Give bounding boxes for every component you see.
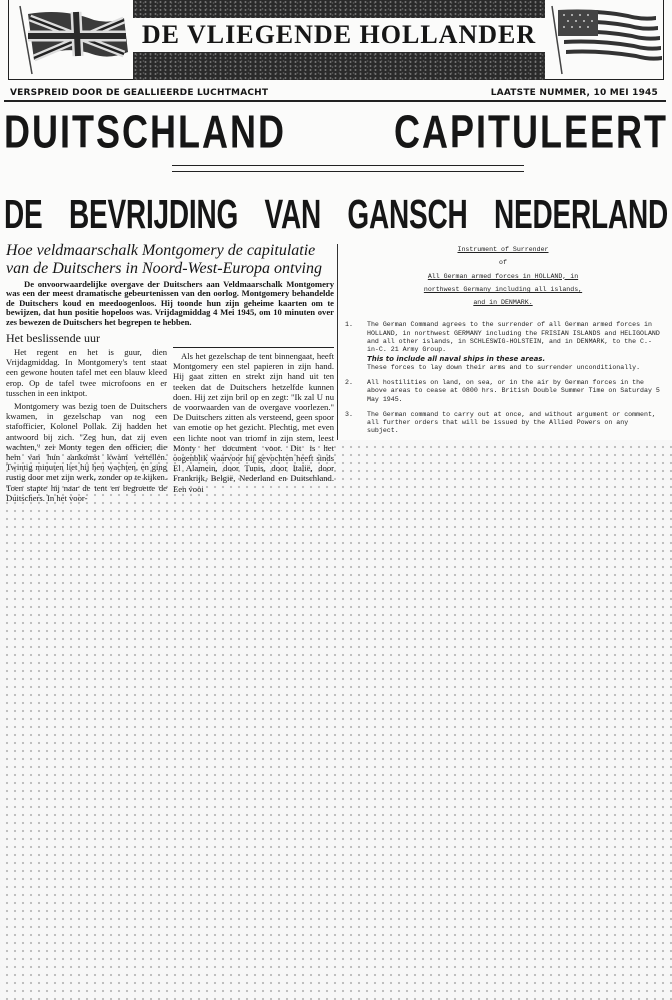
handwritten-annotation: This to include all naval ships in these areas. (367, 354, 546, 363)
document-clause (345, 411, 661, 436)
article-title (6, 242, 334, 278)
sub-headline: DE BEVRIJDING VAN GANSCH NEDERLAND (4, 191, 668, 237)
paragraph: Het regent en het is guur, dien Vrijdagmiddag. In Montgomery's tent staat een gewone houten tafel met een blauw kleed erop. Op de tafel twee microfoons en er tusschen in een inktpot. (6, 347, 167, 398)
article (6, 242, 334, 506)
article-title-line: van de Duitschers in Noord-West-Europa ontving (6, 260, 322, 277)
document-clause (345, 321, 661, 371)
document-title: Instrument of Surrender (457, 246, 549, 253)
article-column-2 (173, 347, 334, 506)
issue-date: LAATSTE NUMMER, 10 MEI 1945 (490, 88, 658, 98)
main-headline: DUITSCHLAND CAPITULEERT (4, 104, 668, 158)
paragraph: Montgomery was bezig toen de Duitschers kwamen, in gezelschap van nog een stafofficier, Kolonel Pollak. Zij hadden het antwoord bij zich. "Zeg hun, dat zij even wachten," zei Monty tegen den officier, die hem van hun aankomst kwam vertellen. Twintig minuten liet hij hen wachten, en ging rustig door met zijn werk, zonder op te kijken. Toen stapte hij naar de tent en begroette de Duitschers. In het voor- (6, 401, 167, 503)
clause-number: 1. (345, 321, 353, 329)
article-column-1 (6, 347, 167, 506)
divider (4, 100, 666, 102)
clause-number: 2. (345, 378, 353, 386)
section-heading: Het beslissende uur (6, 331, 100, 346)
tagline: VERSPREID DOOR DE GEALLIEERDE LUCHTMACHT (10, 88, 269, 98)
article-title-line: Hoe veldmaarschalk Montgomery de capitulatie (6, 242, 316, 259)
article-columns (6, 347, 334, 506)
document-subtitle: northwest Germany including all islands, (423, 285, 583, 293)
masthead-band-top (133, 0, 545, 18)
document-clause (345, 379, 661, 404)
decorative-rule (172, 171, 524, 172)
paragraph: Als het gezelschap de tent binnengaat, heeft Montgomery een stel papieren in zijn hand. Hij gaat zitten en strekt zijn hand uit ten teeken dat de Duitschers hetzelfde kunnen doen. Hij zet zijn bril op en zegt: "Ik zal U nu de voorwaarden van de overgave voorlezen." De Duitschers zitten als versteend, geen spoor van emotie op het gezicht. Plechtig, met even een lichte noot van triomf in zijn stem, leest Monty het document voor. Dit is het oogenblik waarvoor hij gevochten heeft sinds El Alamein, door Tunis, door Italië, door Frankrijk, België, Nederland en Duitschland. Een vooi (173, 351, 334, 494)
decorative-rule (172, 165, 524, 166)
document-subtitle: and in DENMARK. (473, 299, 533, 307)
document-of: of (499, 259, 507, 267)
clause-text: These forces to lay down their arms and to surrender unconditionally. (367, 363, 641, 371)
clause-text: The German command to carry out at once, and without argument or comment, all further orders that will be issued by the Allied Powers on any subject. (367, 410, 656, 435)
surrender-document (345, 246, 661, 436)
us-flag-icon (548, 4, 666, 76)
document-subtitle: All German armed forces in HOLLAND, in (427, 272, 579, 280)
column-divider (337, 244, 338, 440)
clause-text: All hostilities on land, on sea, or in the air by German forces in the above areas to cease at 0800 hrs. British Double Summer Time on Saturday 5 May 1945. (367, 378, 660, 403)
masthead-band-bottom (133, 52, 545, 80)
union-jack-flag-icon (14, 4, 132, 76)
article-lead: De onvoorwaardelijke overgave der Duitschers aan Veldmaarschalk Montgomery was een der meest dramatische gebeurtenissen van den oorlog. Montgomery behandelde de Duitschers koud en meedoogenloos. Hij toonde hun zijn geheime kaarten om te bewijzen, dat hun positie hopeloos was. Vrijdagmiddag 4 Mei 1945, om 10 minuten over zes bewezen de Duitschers het begrepen te hebben. (6, 279, 334, 327)
clause-number: 3. (345, 410, 353, 418)
masthead-title: DE VLIEGENDE HOLLANDER (141, 20, 537, 49)
clause-text: The German Command agrees to the surrender of all German armed forces in HOLLAND, in northwest GERMANY including the FRISIAN ISLANDS and HELIGOLAND and all other islands, in SCHLESWIG-HOLSTEIN, and in DENMARK, to the C.-in-C. 21 Army Group. (367, 321, 660, 354)
